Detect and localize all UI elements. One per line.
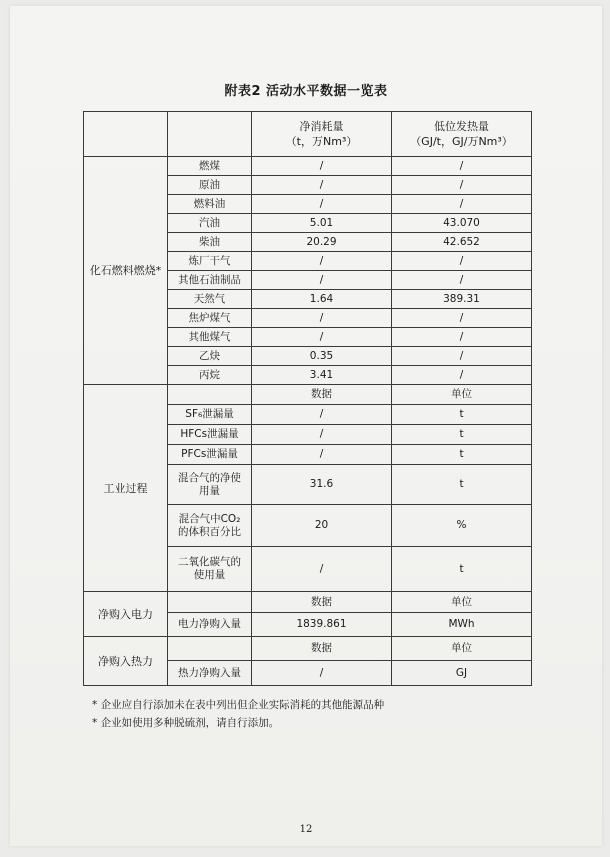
process-item-value: 31.6: [252, 465, 392, 505]
fuel-consumption: /: [252, 195, 392, 214]
fuel-name: 汽油: [168, 214, 252, 233]
fuel-heat-value: /: [392, 195, 532, 214]
electricity-subheader-row: [84, 592, 532, 613]
fuel-name: 原油: [168, 176, 252, 195]
column-data-label: 数据: [252, 637, 392, 661]
fuel-name: 燃料油: [168, 195, 252, 214]
column-data-label: 数据: [252, 385, 392, 405]
heat-unit: GJ: [392, 661, 532, 686]
heat-value: /: [252, 661, 392, 686]
page-number: 12: [299, 824, 313, 835]
header-heat-unit: （GJ/t，GJ/万Nm³）: [410, 135, 513, 148]
process-item-name: [168, 505, 252, 547]
header-consumption: [252, 112, 392, 157]
process-item-name: HFCs泄漏量: [168, 425, 252, 445]
process-item-unit: %: [392, 505, 532, 547]
process-item-unit: t: [392, 547, 532, 592]
process-item-name-line2: 使用量: [193, 569, 226, 581]
fuel-heat-value: /: [392, 157, 532, 176]
heat-subheader-row: [84, 637, 532, 661]
fuel-name: 其他石油制品: [168, 271, 252, 290]
fuel-heat-value: /: [392, 309, 532, 328]
fuel-heat-value: /: [392, 252, 532, 271]
footnote: * 企业如使用多种脱硫剂，请自行添加。: [92, 717, 280, 729]
process-item-name-line1: 二氧化碳气的: [178, 556, 241, 568]
process-item-value: /: [252, 445, 392, 465]
column-data-label: 数据: [252, 592, 392, 613]
heat-item-name: 热力净购入量: [168, 661, 252, 686]
fuel-heat-value: 43.070: [392, 214, 532, 233]
column-unit-label: 单位: [392, 385, 532, 405]
fuel-name: 炼厂干气: [168, 252, 252, 271]
fuel-consumption: /: [252, 252, 392, 271]
fuel-name: 天然气: [168, 290, 252, 309]
electricity-category: 净购入电力: [84, 592, 168, 637]
fuel-consumption: 5.01: [252, 214, 392, 233]
fuel-consumption: /: [252, 176, 392, 195]
electricity-value: 1839.861: [252, 613, 392, 637]
activity-data-table: [83, 111, 532, 686]
fuel-heat-value: /: [392, 271, 532, 290]
process-item-name: [168, 465, 252, 505]
fuel-consumption: /: [252, 157, 392, 176]
process-item-name: [168, 547, 252, 592]
fuel-heat-value: /: [392, 176, 532, 195]
fuel-name: 燃煤: [168, 157, 252, 176]
fuel-name: 丙烷: [168, 366, 252, 385]
footnotes: [92, 696, 384, 732]
fuel-name: 焦炉煤气: [168, 309, 252, 328]
fuel-consumption: 0.35: [252, 347, 392, 366]
process-item-unit: t: [392, 465, 532, 505]
fuel-heat-value: /: [392, 366, 532, 385]
fuel-heat-value: 42.652: [392, 233, 532, 252]
process-item-name-line2: 的体积百分比: [178, 525, 241, 538]
electricity-unit: MWh: [392, 613, 532, 637]
fuel-heat-value: 389.31: [392, 290, 532, 309]
header-empty-cell: [168, 112, 252, 157]
process-item-name: SF₆泄漏量: [168, 405, 252, 425]
fuel-name: 乙炔: [168, 347, 252, 366]
process-item-unit: t: [392, 405, 532, 425]
fuel-heat-value: /: [392, 328, 532, 347]
header-empty-cell: [84, 112, 168, 157]
table-header-row: [84, 112, 532, 157]
column-unit-label: 单位: [392, 592, 532, 613]
fuel-name: 柴油: [168, 233, 252, 252]
table-row: [84, 157, 532, 176]
fuel-consumption: 3.41: [252, 366, 392, 385]
empty-cell: [168, 592, 252, 613]
column-unit-label: 单位: [392, 637, 532, 661]
header-heat-value: [392, 112, 532, 157]
fossil-category: 化石燃料燃烧*: [84, 157, 168, 385]
header-heat-label: 低位发热量: [434, 120, 489, 133]
process-item-value: /: [252, 425, 392, 445]
electricity-item-name: 电力净购入量: [168, 613, 252, 637]
process-item-unit: t: [392, 425, 532, 445]
process-item-name-line2: 用量: [199, 484, 220, 497]
footnote: * 企业应自行添加未在表中列出但企业实际消耗的其他能源品种: [92, 699, 385, 711]
header-consumption-unit: （t，万Nm³）: [285, 135, 358, 148]
fuel-consumption: 20.29: [252, 233, 392, 252]
process-item-value: /: [252, 547, 392, 592]
header-consumption-label: 净消耗量: [299, 120, 344, 133]
document-page: [10, 6, 602, 846]
fuel-consumption: 1.64: [252, 290, 392, 309]
fuel-consumption: /: [252, 309, 392, 328]
fuel-consumption: /: [252, 328, 392, 347]
industrial-category: 工业过程: [84, 385, 168, 592]
process-item-unit: t: [392, 445, 532, 465]
fuel-name: 其他煤气: [168, 328, 252, 347]
process-item-name: PFCs泄漏量: [168, 445, 252, 465]
process-item-value: 20: [252, 505, 392, 547]
industrial-subheader-row: [84, 385, 532, 405]
heat-category: 净购入热力: [84, 637, 168, 686]
process-item-name-line1: 混合气的净使: [178, 471, 241, 484]
fuel-heat-value: /: [392, 347, 532, 366]
page-title: 附表2 活动水平数据一览表: [224, 84, 388, 99]
fuel-consumption: /: [252, 271, 392, 290]
process-item-value: /: [252, 405, 392, 425]
empty-cell: [168, 385, 252, 405]
empty-cell: [168, 637, 252, 661]
process-item-name-line1: 混合气中CO₂: [178, 512, 241, 525]
